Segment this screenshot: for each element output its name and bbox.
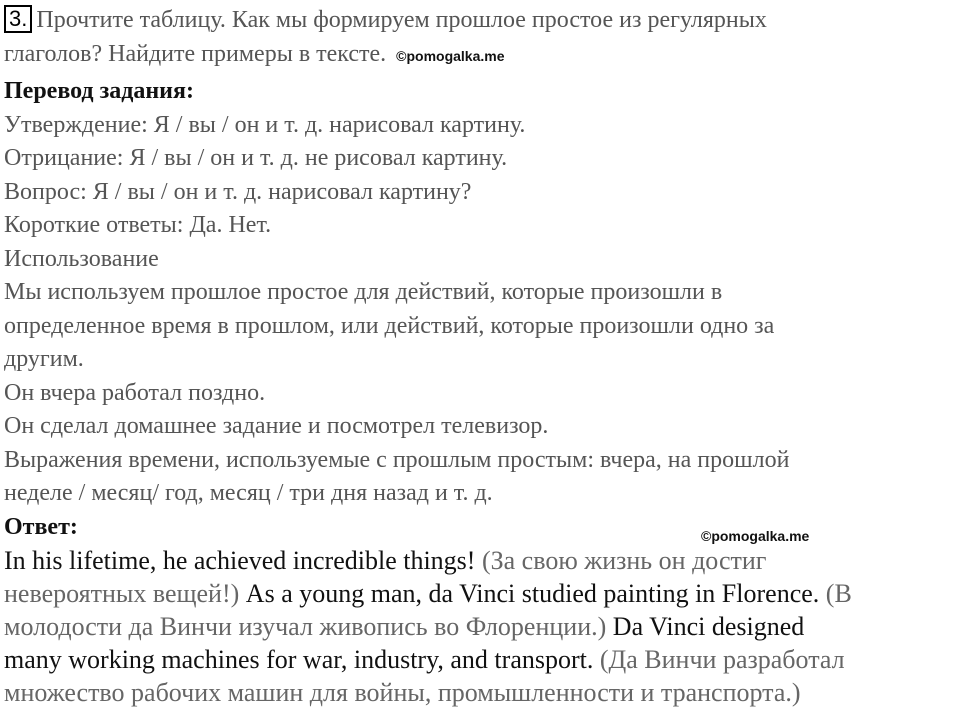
translation-line: Выражения времени, используемые с прошлым простым: вчера, на прошлой <box>4 446 790 473</box>
task-line-2 <box>4 38 956 74</box>
translation-line: Короткие ответы: Да. Нет. <box>4 212 272 238</box>
answer-english: In his lifetime, he achieved incredible things! <box>4 546 482 575</box>
answer-line <box>4 643 956 676</box>
answer-russian: множество рабочих машин для войны, промышленности и транспорта.) <box>4 678 801 707</box>
translation-line: Использование <box>4 245 159 272</box>
answer-russian: невероятных вещей!) <box>4 579 246 608</box>
answer-english: many working machines for war, industry, and transport. <box>4 645 600 674</box>
translation-line: Он сделал домашнее задание и посмотрел телевизор. <box>4 413 549 439</box>
answer-english: Da Vinci designed <box>612 612 805 641</box>
answer-line <box>4 544 956 577</box>
watermark-top: ©pomogalka.me <box>396 47 505 64</box>
answer-heading: Ответ: <box>4 513 78 540</box>
translation-line: неделе / месяц/ год, месяц / три дня назад и т. д. <box>4 480 493 506</box>
answer-english: As a young man, da Vinci studied painting in Florence. <box>245 579 820 608</box>
answer-heading-row <box>4 511 956 545</box>
answer-line <box>4 577 956 610</box>
answer-line <box>4 676 956 709</box>
translation-line: Утверждение: Я / вы / он и т. д. нарисовал картину. <box>4 111 526 138</box>
answer-russian: (За свою жизнь он достиг <box>481 546 767 575</box>
translation-heading: Перевод задания: <box>4 78 194 104</box>
task-text-1: Прочтите таблицу. Как мы формируем прошлое простое из регулярных <box>36 7 767 33</box>
translation-line: Он вчера работал поздно. <box>4 379 266 406</box>
translation-line: Мы используем прошлое простое для действий, которые произошли в <box>4 279 723 305</box>
task-line-1 <box>4 4 956 38</box>
document-page <box>4 0 956 723</box>
answer-russian: молодости да Винчи изучал живопись во Флоренции.) <box>4 612 613 641</box>
watermark-bottom: ©pomogalka.me <box>701 527 810 544</box>
task-text-2: глаголов? Найдите примеры в тексте. <box>4 40 387 67</box>
answer-line <box>4 610 956 643</box>
translation-line: Отрицание: Я / вы / он и т. д. не рисовал картину. <box>4 145 508 171</box>
answer-russian: (Да Винчи разработал <box>599 645 845 674</box>
translation-line: определенное время в прошлом, или действий, которые произошли одно за <box>4 312 775 339</box>
translation-line: другим. <box>4 346 84 372</box>
answer-russian: (В <box>819 579 852 608</box>
task-number: 3. <box>4 5 32 33</box>
translation-line: Вопрос: Я / вы / он и т. д. нарисовал картину? <box>4 178 472 205</box>
